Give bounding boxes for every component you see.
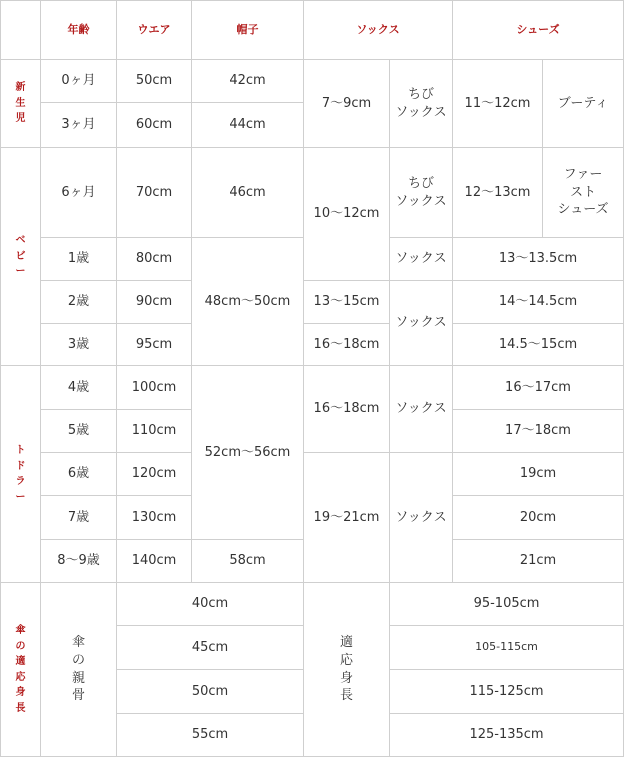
- wear-size-cell: 140cm: [117, 540, 192, 583]
- wear-size-cell: 80cm: [117, 238, 192, 281]
- hat-size-cell: 52cm～56cm: [192, 366, 304, 540]
- hat-size-cell: 46cm: [192, 148, 304, 238]
- shoes-size-cell: 19cm: [453, 453, 624, 496]
- socks-type-cell: ちび ソックス: [390, 148, 453, 238]
- umbrella-rib-cell: 50cm: [117, 670, 304, 714]
- wear-size-cell: 95cm: [117, 324, 192, 366]
- umbrella-height-cell: 125-135cm: [390, 714, 624, 757]
- age-cell: 1歳: [41, 238, 117, 281]
- table-row: [1, 148, 624, 238]
- shoes-size-cell: 12～13cm: [453, 148, 543, 238]
- socks-size-cell: 10～12cm: [304, 148, 390, 281]
- age-cell: 6ヶ月: [41, 148, 117, 238]
- umbrella-rib-cell: 45cm: [117, 626, 304, 670]
- table-row: [1, 453, 624, 496]
- wear-size-cell: 50cm: [117, 60, 192, 103]
- shoes-size-cell: 14.5～15cm: [453, 324, 624, 366]
- shoes-type-cell: ファー スト シューズ: [543, 148, 624, 238]
- table-row: [1, 60, 624, 103]
- socks-size-cell: 13～15cm: [304, 281, 390, 324]
- umbrella-height-label: 適 応 身 長: [304, 583, 390, 757]
- shoes-size-cell: 11～12cm: [453, 60, 543, 148]
- socks-size-cell: 16～18cm: [304, 366, 390, 453]
- wear-size-cell: 90cm: [117, 281, 192, 324]
- wear-size-cell: 100cm: [117, 366, 192, 410]
- group-label-toddler: ト ド ラ ー: [1, 366, 41, 583]
- socks-type-cell: ソックス: [390, 453, 453, 583]
- wear-size-cell: 110cm: [117, 410, 192, 453]
- table-row: [1, 281, 624, 324]
- age-cell: 3ヶ月: [41, 103, 117, 148]
- wear-size-cell: 120cm: [117, 453, 192, 496]
- hat-size-cell: 44cm: [192, 103, 304, 148]
- age-cell: 0ヶ月: [41, 60, 117, 103]
- age-cell: 6歳: [41, 453, 117, 496]
- shoes-size-cell: 21cm: [453, 540, 624, 583]
- umbrella-height-cell: 115-125cm: [390, 670, 624, 714]
- wear-size-cell: 60cm: [117, 103, 192, 148]
- socks-size-cell: 7～9cm: [304, 60, 390, 148]
- age-cell: 5歳: [41, 410, 117, 453]
- header-hat: 帽子: [192, 1, 304, 60]
- table-row: [1, 366, 624, 410]
- header-socks: ソックス: [304, 1, 453, 60]
- socks-type-cell: ちび ソックス: [390, 60, 453, 148]
- age-cell: 7歳: [41, 496, 117, 540]
- hat-size-cell: 48cm～50cm: [192, 238, 304, 366]
- umbrella-rib-cell: 55cm: [117, 714, 304, 757]
- age-cell: 4歳: [41, 366, 117, 410]
- shoes-size-cell: 16～17cm: [453, 366, 624, 410]
- header-wear: ウエア: [117, 1, 192, 60]
- shoes-size-cell: 20cm: [453, 496, 624, 540]
- hat-size-cell: 42cm: [192, 60, 304, 103]
- umbrella-ribs-label: 傘 の 親 骨: [41, 583, 117, 757]
- socks-type-cell: ソックス: [390, 366, 453, 453]
- table-row: [1, 583, 624, 626]
- socks-type-cell: ソックス: [390, 281, 453, 366]
- umbrella-height-cell: 95-105cm: [390, 583, 624, 626]
- wear-size-cell: 70cm: [117, 148, 192, 238]
- shoes-type-cell: ブーティ: [543, 60, 624, 148]
- header-row: [1, 1, 624, 60]
- socks-size-cell: 19～21cm: [304, 453, 390, 583]
- wear-size-cell: 130cm: [117, 496, 192, 540]
- shoes-size-cell: 17～18cm: [453, 410, 624, 453]
- age-cell: 2歳: [41, 281, 117, 324]
- corner-cell: [1, 1, 41, 60]
- age-cell: 3歳: [41, 324, 117, 366]
- umbrella-height-cell: 105-115cm: [390, 626, 624, 670]
- umbrella-rib-cell: 40cm: [117, 583, 304, 626]
- group-label-baby: ベ ビ ー: [1, 148, 41, 366]
- table-row: [1, 324, 624, 366]
- age-cell: 8～9歳: [41, 540, 117, 583]
- header-shoes: シューズ: [453, 1, 624, 60]
- socks-size-cell: 16～18cm: [304, 324, 390, 366]
- hat-size-cell: 58cm: [192, 540, 304, 583]
- shoes-size-cell: 14～14.5cm: [453, 281, 624, 324]
- shoes-size-cell: 13～13.5cm: [453, 238, 624, 281]
- header-age: 年齢: [41, 1, 117, 60]
- socks-type-cell: ソックス: [390, 238, 453, 281]
- group-label-newborn: 新 生 児: [1, 60, 41, 148]
- group-label-umbrella: 傘 の 適 応 身 長: [1, 583, 41, 757]
